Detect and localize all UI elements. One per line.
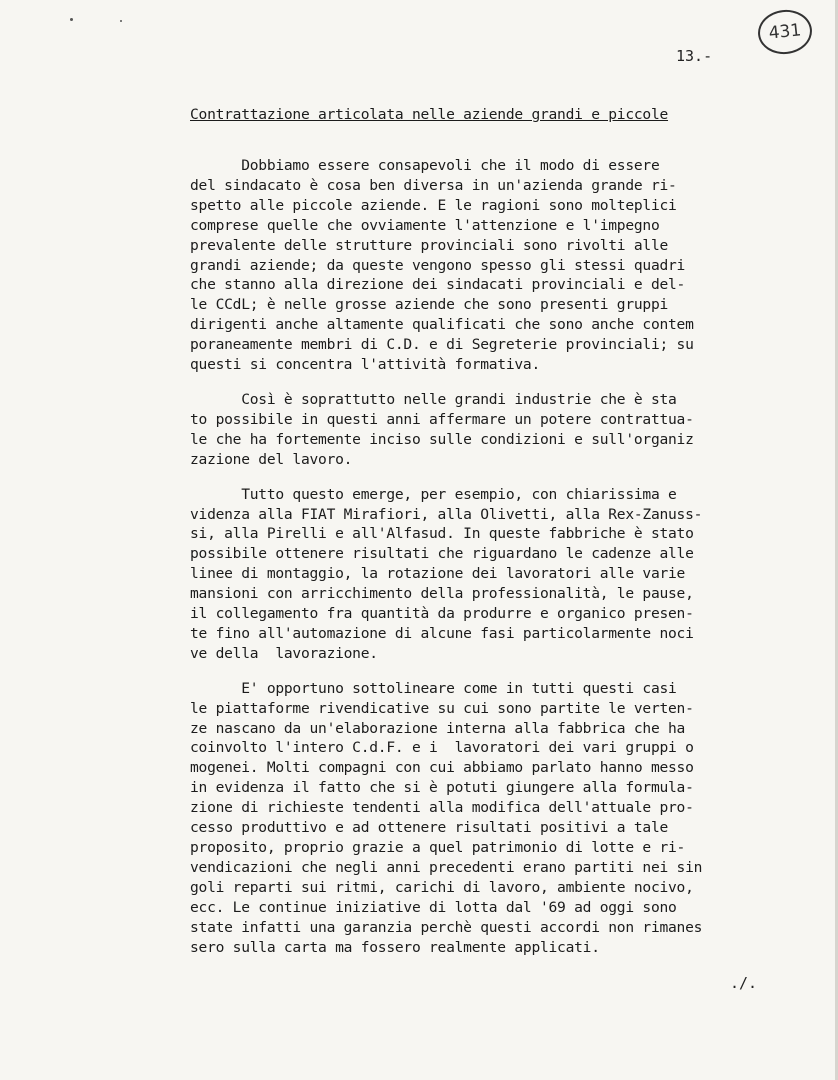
text-line: comprese quelle che ovviamente l'attenzione e l'impegno <box>190 216 660 234</box>
text-line: che stanno alla direzione dei sindacati provinciali e del- <box>190 276 686 294</box>
text-line: si, alla Pirelli e all'Alfasud. In queste fabbriche è stato <box>190 525 694 543</box>
document-body <box>190 156 760 972</box>
text-line: mansioni con arricchimento della professionalità, le pause, <box>190 585 694 603</box>
text-line: in evidenza il fatto che si è potuti giungere alla formula- <box>190 779 694 797</box>
text-line: state infatti una garanzia perchè questi accordi non rimanes <box>190 918 703 936</box>
text-line: Tutto questo emerge, per esempio, con chiarissima e <box>190 485 677 503</box>
text-line: E' opportuno sottolineare come in tutti questi casi <box>190 679 677 697</box>
continuation-mark: ./. <box>730 974 758 992</box>
text-line: zione di richieste tendenti alla modifica dell'attuale pro- <box>190 799 694 817</box>
text-line: mogenei. Molti compagni con cui abbiamo parlato hanno messo <box>190 759 694 777</box>
text-line: poraneamente membri di C.D. e di Segreterie provinciali; su <box>190 336 694 354</box>
paragraph <box>190 679 760 958</box>
text-line: spetto alle piccole aziende. E le ragioni sono molteplici <box>190 196 677 214</box>
text-line: coinvolto l'intero C.d.F. e i lavoratori dei vari gruppi o <box>190 739 694 757</box>
text-line: ecc. Le continue iniziative di lotta dal '69 ad oggi sono <box>190 898 677 916</box>
text-line: goli reparti sui ritmi, carichi di lavoro, ambiente nocivo, <box>190 878 694 896</box>
text-line: dirigenti anche altamente qualificati che sono anche contem <box>190 316 694 334</box>
paragraph <box>190 390 760 470</box>
scan-speck <box>70 18 73 21</box>
text-line: prevalente delle strutture provinciali sono rivolti alle <box>190 236 669 254</box>
archive-stamp <box>756 7 814 56</box>
archive-stamp-number: 431 <box>767 20 803 44</box>
text-line: Dobbiamo essere consapevoli che il modo di essere <box>190 157 660 174</box>
text-line: possibile ottenere risultati che riguardano le cadenze alle <box>190 545 694 563</box>
text-line: questi si concentra l'attività formativa. <box>190 356 540 374</box>
paragraph <box>190 485 760 664</box>
text-line: zazione del lavoro. <box>190 450 353 468</box>
text-line: to possibile in questi anni affermare un potere contrattua- <box>190 410 694 428</box>
section-heading: Contrattazione articolata nelle aziende grandi e piccole <box>190 106 669 123</box>
text-line: Così è soprattutto nelle grandi industrie che è sta <box>190 390 677 408</box>
text-line: il collegamento fra quantità da produrre e organico presen- <box>190 605 694 623</box>
scan-speck <box>120 20 122 22</box>
text-line: le che ha fortemente inciso sulle condizioni e sull'organiz <box>190 430 694 448</box>
text-line: le CCdL; è nelle grosse aziende che sono presenti gruppi <box>190 296 669 314</box>
text-line: le piattaforme rivendicative su cui sono partite le verten- <box>190 699 694 717</box>
text-line: ze nascano da un'elaborazione interna alla fabbrica che ha <box>190 719 686 737</box>
text-line: ve della lavorazione. <box>190 644 378 662</box>
page-number: 13.- <box>676 47 713 65</box>
text-line: del sindacato è cosa ben diversa in un'azienda grande ri- <box>190 176 677 194</box>
paragraph <box>190 156 760 375</box>
text-line: proposito, proprio grazie a quel patrimonio di lotte e ri- <box>190 839 686 856</box>
text-line: te fino all'automazione di alcune fasi particolarmente noci <box>190 624 694 642</box>
text-line: vendicazioni che negli anni precedenti erano partiti nei sin <box>190 858 703 876</box>
text-line: videnza alla FIAT Mirafiori, alla Olivetti, alla Rex-Zanuss- <box>190 505 703 523</box>
text-line: linee di montaggio, la rotazione dei lavoratori alle varie <box>190 565 686 583</box>
text-line: sero sulla carta ma fossero realmente applicati. <box>190 938 600 956</box>
text-line: grandi aziende; da queste vengono spesso gli stessi quadri <box>190 256 686 274</box>
text-line: cesso produttivo e ad ottenere risultati positivi a tale <box>190 819 669 837</box>
